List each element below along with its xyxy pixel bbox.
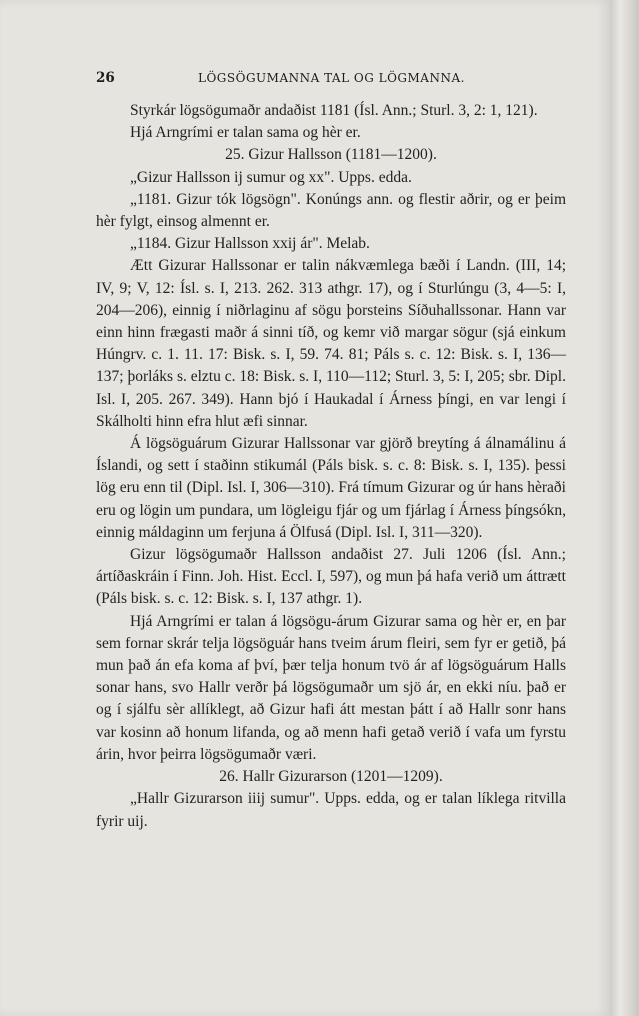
- body-text: [96, 100, 566, 833]
- paragraph: „Gizur Hallsson ij sumur og xx". Upps. edda.: [130, 168, 412, 186]
- page-header: [96, 70, 566, 90]
- paragraph: Hjá Arngrími er talan á lögsögu-árum Gizurar sama og hèr er, en þar sem fornar skrár telja lögsöguár hans tveim árum fleiri, sem fyr er getið, þá mun það án efa koma af því, þær telja honum tvö ár af lögsöguárum Halls sonar hans, svo Hallr verðr þá lögsögumaðr um sjö ár, en ekki níu. það er og í sjálfu sèr allíklegt, að Gizur hafi átt mestan þátt í að Hallr sonr hans var kosinn að honum lifanda, og að menn hafi getað verið í vafa um fyrstu árin, hvor þeirra lögsögumaðr væri.: [96, 612, 566, 763]
- page-edge: [610, 0, 639, 1016]
- paragraph: Á lögsöguárum Gizurar Hallssonar var gjörð breytíng á álnamálinu á Íslandi, og sett í staðinn stikumál (Páls bisk. s. c. 8: Bisk. s. I, 135). þessi lög eru enn til (Dipl. Isl. I, 306—310). Frá tímum Gizurar og úr hans hèraði eru og lögin um pundara, um lögleigu fjár og um fjárlag í Árness þíngsókn, einnig máldaginn um ferjuna á Ölfusá (Dipl. Isl. I, 311—320).: [96, 435, 566, 541]
- paragraph: Ætt Gizurar Hallssonar er talin nákvæmlega bæði í Landn. (III, 14; IV, 9; V, 12: Ísl. s. I, 213. 262. 313 athgr. 17), og í Sturlúngu (3, 4—5: I, 204—206), einnig í niðrlaginu af sögu þorsteins Síðuhallssonar. Hann var einn hinn frægasti maðr á sinni tíð, og kemr við margar sögur (sjá einkum Húngrv. c. 1. 11. 17: Bisk. s. I, 59. 74. 81; Páls s. c. 12: Bisk. s. I, 136—137; þorláks s. elztu c. 18: Bisk. s. I, 110—112; Sturl. 3, 5: I, 205; sbr. Dipl. Isl. I, 205. 267. 349). Hann bjó í Haukadal í Árness þíngi, en var lengi í Skálholti hinn efra hlut æfi sinnar.: [96, 257, 566, 430]
- section-heading: 26. Hallr Gizurarson (1201—1209).: [219, 768, 443, 786]
- paragraph: „1181. Gizur tók lögsögn". Konúngs ann. og flestir aðrir, og er þeim hèr fylgt, einsog almennt er.: [96, 190, 566, 231]
- paragraph: „1184. Gizur Hallsson xxij ár". Melab.: [130, 235, 370, 253]
- page-number: 26: [96, 70, 115, 86]
- running-title: LÖGSÖGUMANNA TAL OG LÖGMANNA.: [198, 71, 465, 85]
- paragraph: Gizur lögsögumaðr Hallsson andaðist 27. Juli 1206 (Ísl. Ann.; ártíðaskráin í Finn. Joh. Hist. Eccl. I, 597), og mun þá hafa verið um áttrætt (Páls bisk. s. c. 12: Bisk. s. I, 137 athgr. 1).: [96, 546, 566, 608]
- paragraph: „Hallr Gizurarson iiij sumur". Upps. edda, og er talan líklega ritvilla fyrir uij.: [96, 790, 566, 830]
- section-heading: 25. Gizur Hallsson (1181—1200).: [225, 146, 437, 164]
- paragraph: Styrkár lögsögumaðr andaðist 1181 (Ísl. Ann.; Sturl. 3, 2: 1, 121).: [130, 102, 538, 119]
- paragraph: Hjá Arngrími er talan sama og hèr er.: [130, 124, 361, 142]
